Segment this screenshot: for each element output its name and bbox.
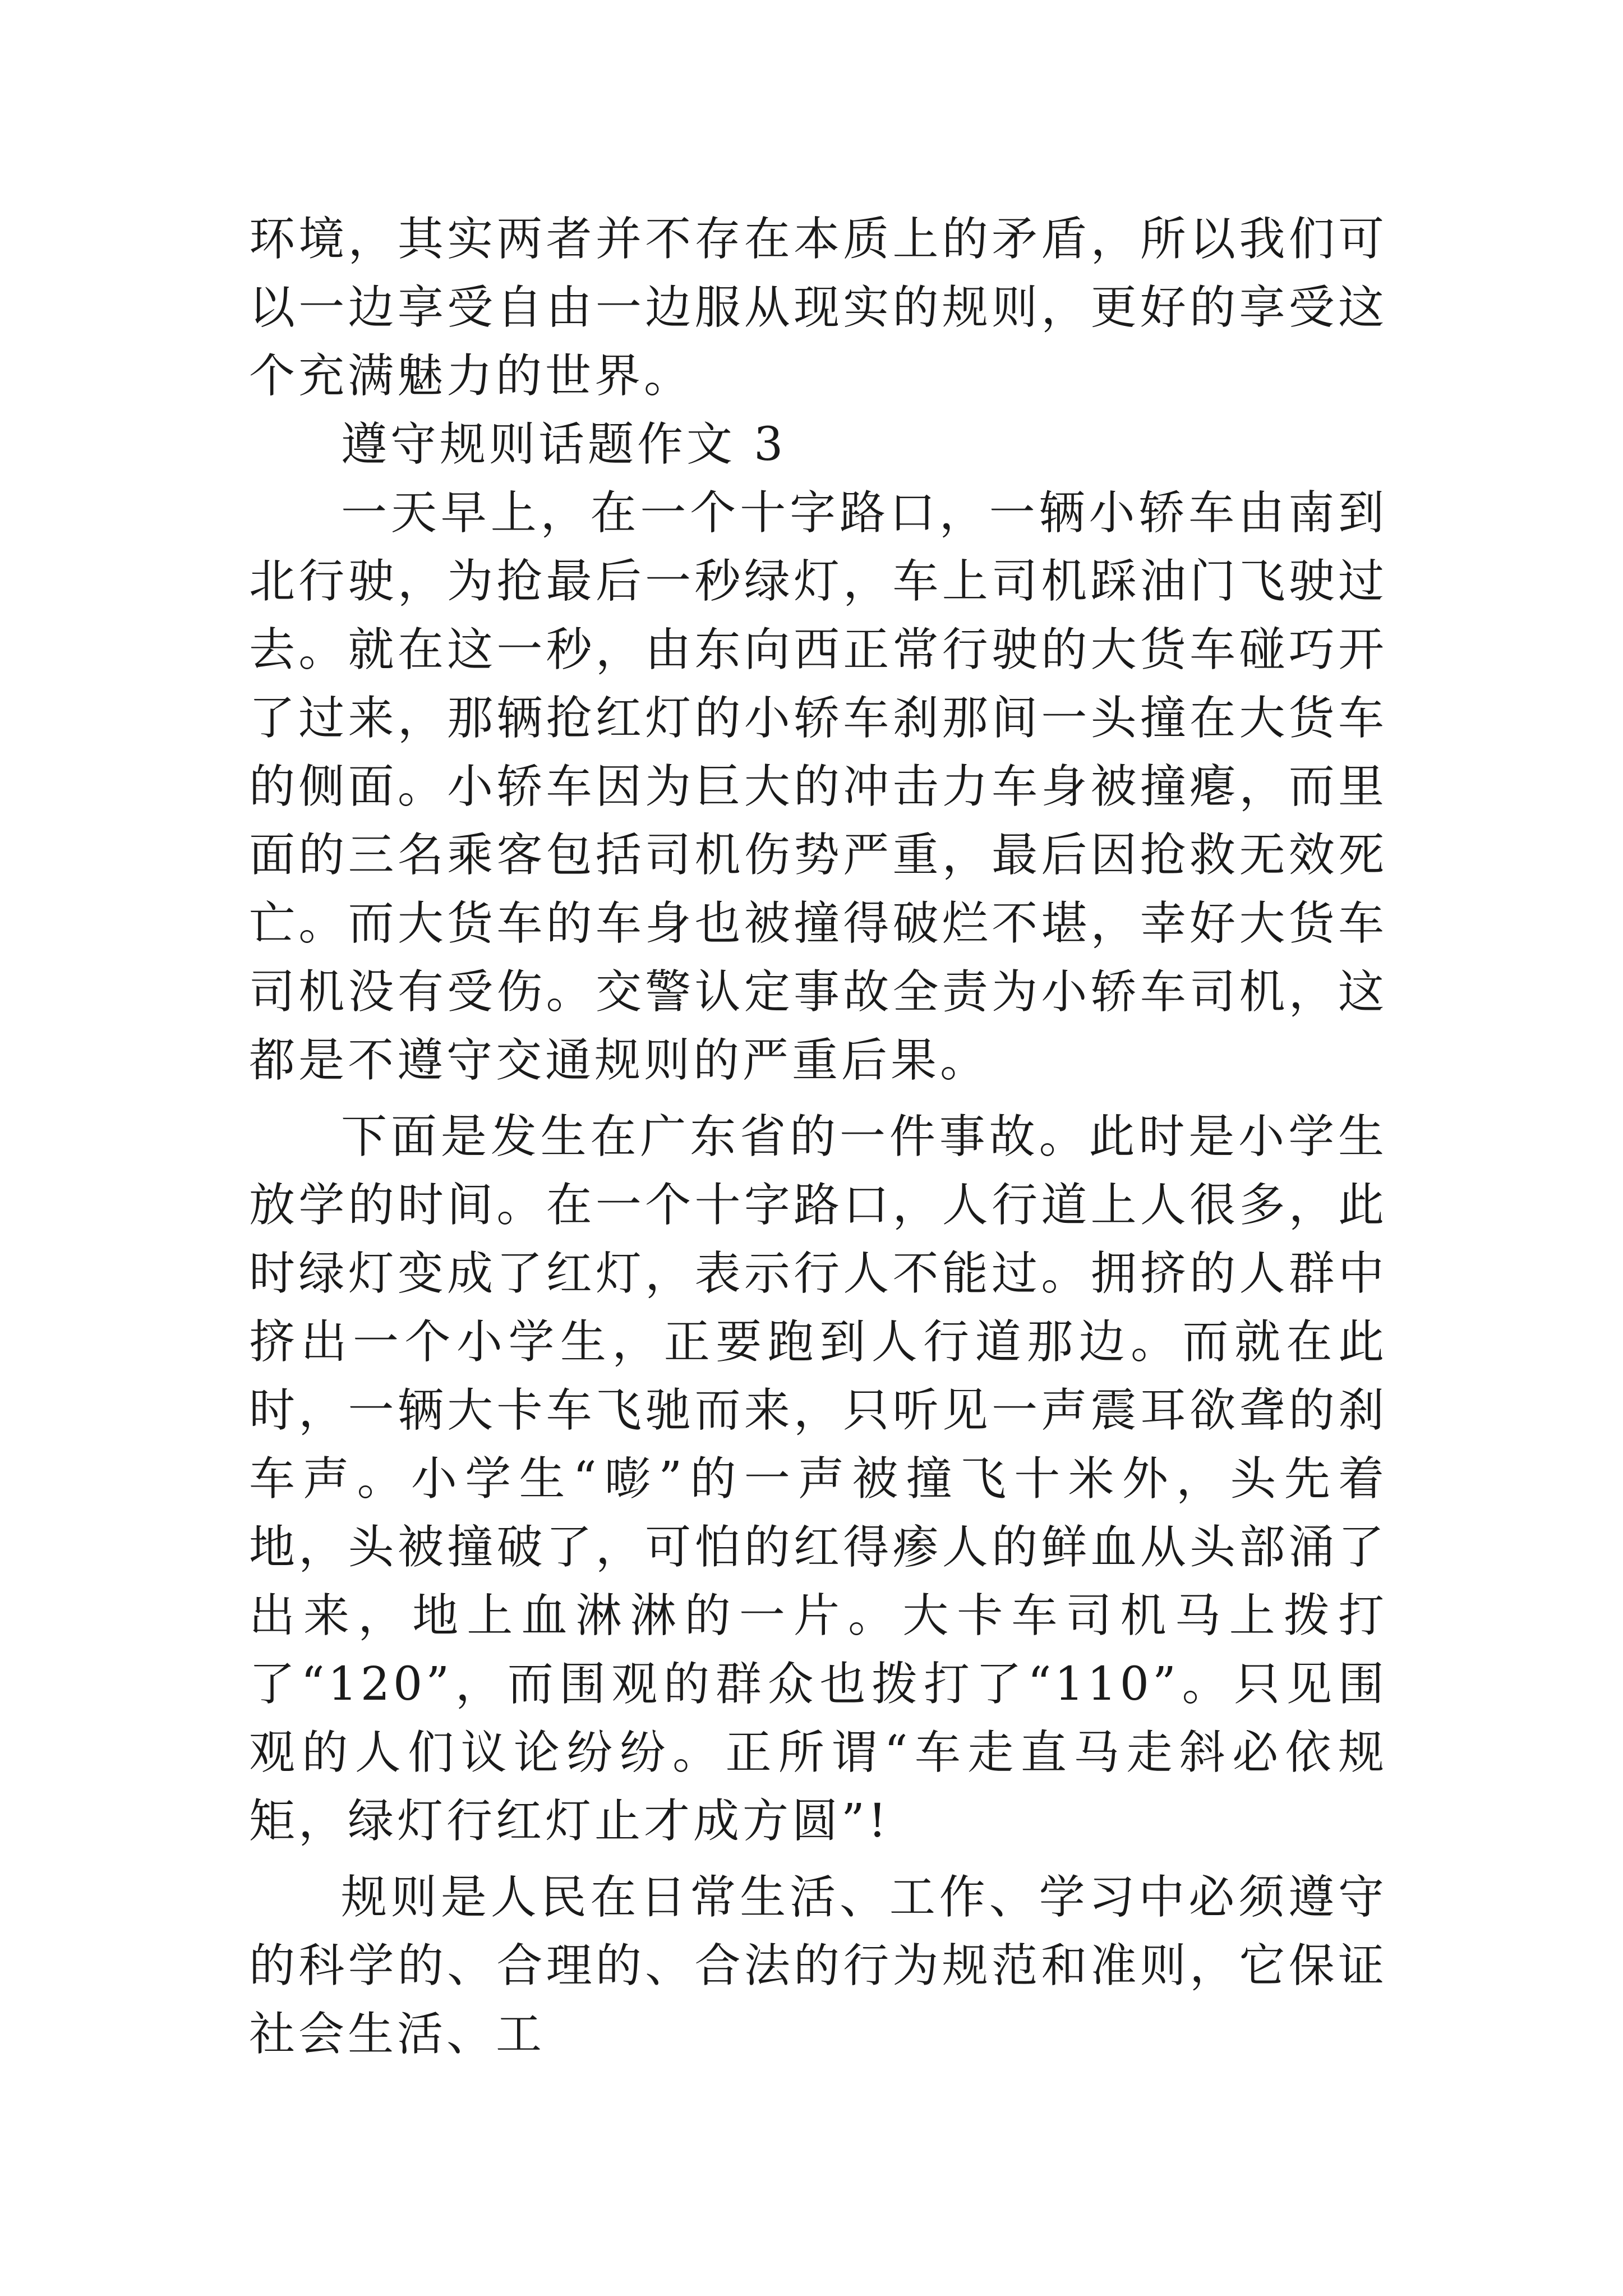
paragraph-rules: 规则是人民在日常生活、工作、学习中必须遵守的科学的、合理的、合法的行为规范和准则，它保证社会生活、工 [249, 1871, 1387, 2061]
paragraph-accident-two: 下面是发生在广东省的一件事故。此时是小学生放学的时间。在一个十字路口，人行道上人很多，此时绿灯变成了红灯，表示行人不能过。拥挤的人群中挤出一个小学生，正要跑到人行道那边。而就在此时，一辆大卡车飞驰而来，只听见一声震耳欲聋的刹车声。小学生“嘭”的一声被撞飞十米外，头先着地，头被撞破了，可怕的红得瘆人的鲜血从头部涌了出来，地上血淋淋的一片。大卡车司机马上拨打了“120”，而围观的群众也拨打了“110”。只见围观的人们议论纷纷。正所谓“车走直马走斜必依规矩，绿灯行红灯止才成方圆”! [249, 1110, 1387, 1848]
paragraph-accident-one: 一天早上，在一个十字路口，一辆小轿车由南到北行驶，为抢最后一秒绿灯，车上司机踩油门飞驶过去。就在这一秒，由东向西正常行驶的大货车碰巧开了过来，那辆抢红灯的小轿车刹那间一头撞在大货车的侧面。小轿车因为巨大的冲击力车身被撞瘪，而里面的三名乘客包括司机伤势严重，最后因抢救无效死亡。而大货车的车身也被撞得破烂不堪，幸好大货车司机没有受伤。交警认定事故全责为小轿车司机，这都是不遵守交通规则的严重后果。 [249, 486, 1387, 1087]
document-body [249, 205, 1387, 2069]
section-heading: 遵守规则话题作文 3 [341, 418, 787, 471]
paragraph-continuation: 环境，其实两者并不存在本质上的矛盾，所以我们可以一边享受自由一边服从现实的规则，更好的享受这个充满魅力的世界。 [249, 213, 1387, 403]
